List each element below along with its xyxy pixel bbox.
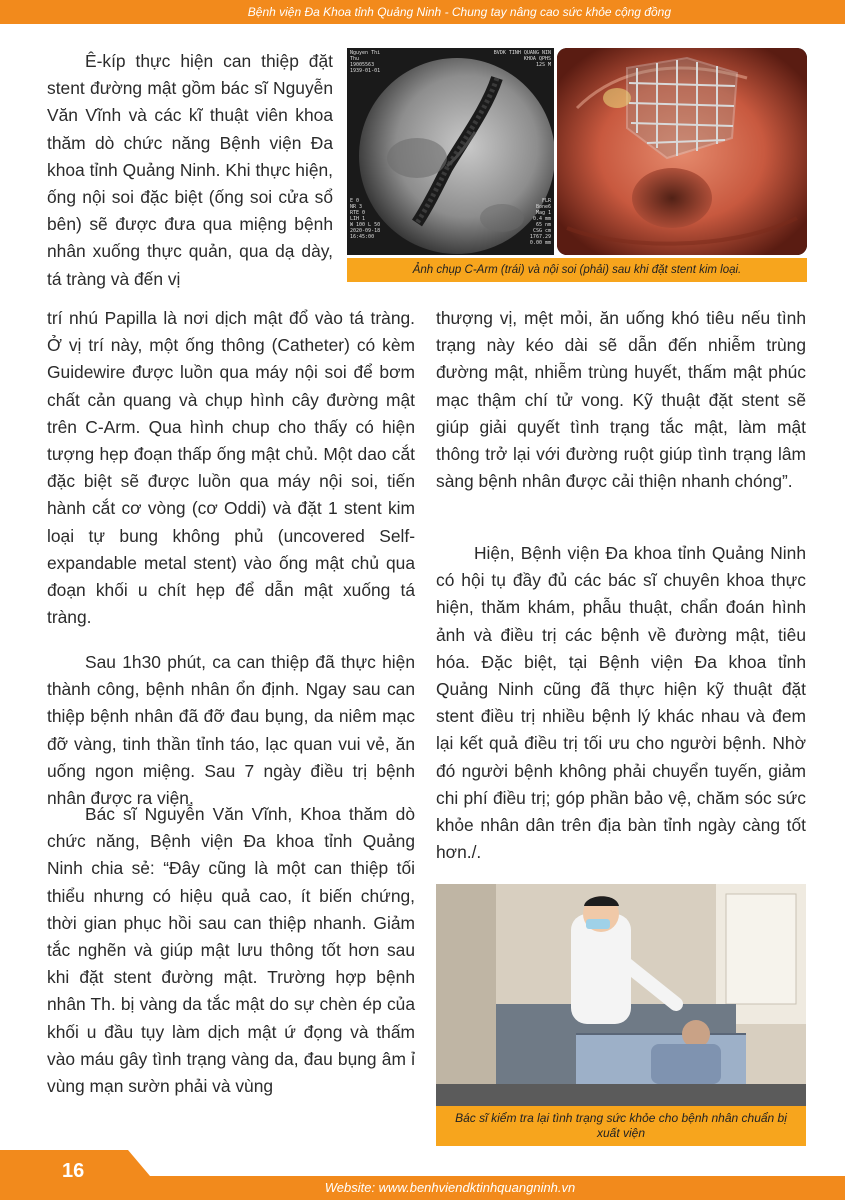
xray-overlay-top-right: BVDK TINH QUANG NIN KHOA QPHS 12S M bbox=[493, 50, 551, 68]
xray-overlay-left-mid: E 0 NR 3 RTE 0 LIH 1 W 100 L 50 2020-09-18 16:45:00 bbox=[350, 198, 381, 240]
header-title: Bệnh viện Đa Khoa tỉnh Quảng Ninh - Chung tay nâng cao sức khỏe cộng đồng bbox=[247, 5, 671, 19]
paragraph-1-continued: trí nhú Papilla là nơi dịch mật đổ vào tá tràng. Ở vị trí này, một ống thông (Catheter) có kèm Guidewire được luồn qua máy nội soi để bơm chất cản quang và chụp hình cây đường mật trên C-Arm. Qua hình chup cho thấy có hiện tượng hẹp đoạn thấp ống mật chủ. Một dao cắt đặc biệt sẽ được luồn qua máy nội soi, tiến hành cắt cơ vòng (cơ Oddi) và đặt 1 stent kim loại tự bung không phủ (uncovered Self-expandable metal stent) vào ống mật chủ qua đoạn khối u chít hẹp để dẫn mật xuống tá tràng. bbox=[47, 308, 415, 628]
footer-website: Website: www.benhviendktinhquangninh.vn bbox=[324, 1180, 576, 1195]
figure2-caption: Bác sĩ kiểm tra lại tình trạng sức khỏe cho bệnh nhân chuẩn bị xuất viện bbox=[436, 1106, 806, 1146]
doctor-photo bbox=[436, 884, 806, 1106]
paragraph-3-continued: thượng vị, mệt mỏi, ăn uống khó tiêu nếu tình trạng này kéo dài sẽ dẫn đến nhiễm trùng đường mật, nhiễm trùng huyết, thấm mật phúc mạc thậm chí tử vong. Kỹ thuật đặt stent sẽ giúp giải quyết tình trạng tắc mật, làm mật thông trở lại với đường ruột giúp tình trạng lâm sàng bệnh nhân được cải thiện nhanh chóng”. bbox=[436, 308, 806, 492]
xray-overlay-top-left: Nguyen Thi Thu 19005563 1939-01-01 bbox=[350, 50, 381, 74]
paragraph-1: Ê-kíp thực hiện can thiệp đặt stent đường mật gồm bác sĩ Nguyễn Văn Vĩnh và các kĩ thuật viên khoa thăm dò chức năng Bệnh viện Đa khoa tỉnh Quảng Ninh. Khi thực hiện, ống nội soi đặc biệt (ống soi cửa sổ bên) sẽ được đưa qua miệng bệnh nhân xuống thực quản, qua dạ dày, tá tràng và đến vị bbox=[47, 51, 333, 289]
paragraph-3: Bác sĩ Nguyễn Văn Vĩnh, Khoa thăm dò chức năng, Bệnh viện Đa khoa tỉnh Quảng Ninh chia sẻ: “Đây cũng là một can thiệp tối thiểu nhưng có hiệu quả cao, ít biến chứng, thời gian phục hồi sau can thiệp nhanh. Giảm tắc nghẽn và giúp mật lưu thông tốt hơn sau khi đặt stent đường mật. Trường hợp bệnh nhân Th. bị vàng da tắc mật do sự chèn ép của khối u đầu tụy làm dịch mật ứ đọng và thấm vào máu gây tình trạng vàng da, đau bụng âm ỉ vùng mạn sườn phải và vùng bbox=[47, 804, 415, 1097]
paragraph-4: Hiện, Bệnh viện Đa khoa tỉnh Quảng Ninh có hội tụ đầy đủ các bác sĩ chuyên khoa thực hiện, thăm khám, phẫu thuật, chẩn đoán hình ảnh và điều trị các bệnh về đường mật, tiêu hóa. Đặc biệt, tại Bệnh viện Đa khoa tỉnh Quảng Ninh cũng đã thực hiện kỹ thuật đặt stent điều trị nhiều bệnh lý khác nhau và đem lại kết quả điều trị tối ưu cho người bệnh. Nhờ đó người bệnh không phải chuyển tuyến, giảm chi phí điều trị; góp phần bảo vệ, chăm sóc sức khỏe nhân dân trên địa bàn tỉnh ngày càng tốt hơn./. bbox=[436, 543, 806, 863]
endoscopy-graphic bbox=[557, 48, 807, 255]
endoscopy-image bbox=[557, 48, 807, 255]
header-bar bbox=[0, 0, 845, 24]
figure1-caption: Ảnh chụp C-Arm (trái) và nội soi (phải) sau khi đặt stent kim loại. bbox=[347, 258, 807, 282]
paragraph-2: Sau 1h30 phút, ca can thiệp đã thực hiện thành công, bệnh nhân ổn định. Ngay sau can thiệp bệnh nhân đã đỡ đau bụng, da niêm mạc đỡ vàng, tinh thần tỉnh táo, lạc quan vui vẻ, ăn uống ngon miệng. Sau 7 ngày điều trị bệnh nhân được ra viện. bbox=[47, 652, 415, 809]
xray-image bbox=[347, 48, 554, 255]
doctor-photo-graphic bbox=[436, 884, 806, 1106]
page-number: 16 bbox=[62, 1160, 85, 1182]
xray-overlay-right-mid: FLR Bone6 Mag 1 0.4 mm 65 nm CSG cm 1767.29 0.00 mm bbox=[529, 198, 551, 246]
